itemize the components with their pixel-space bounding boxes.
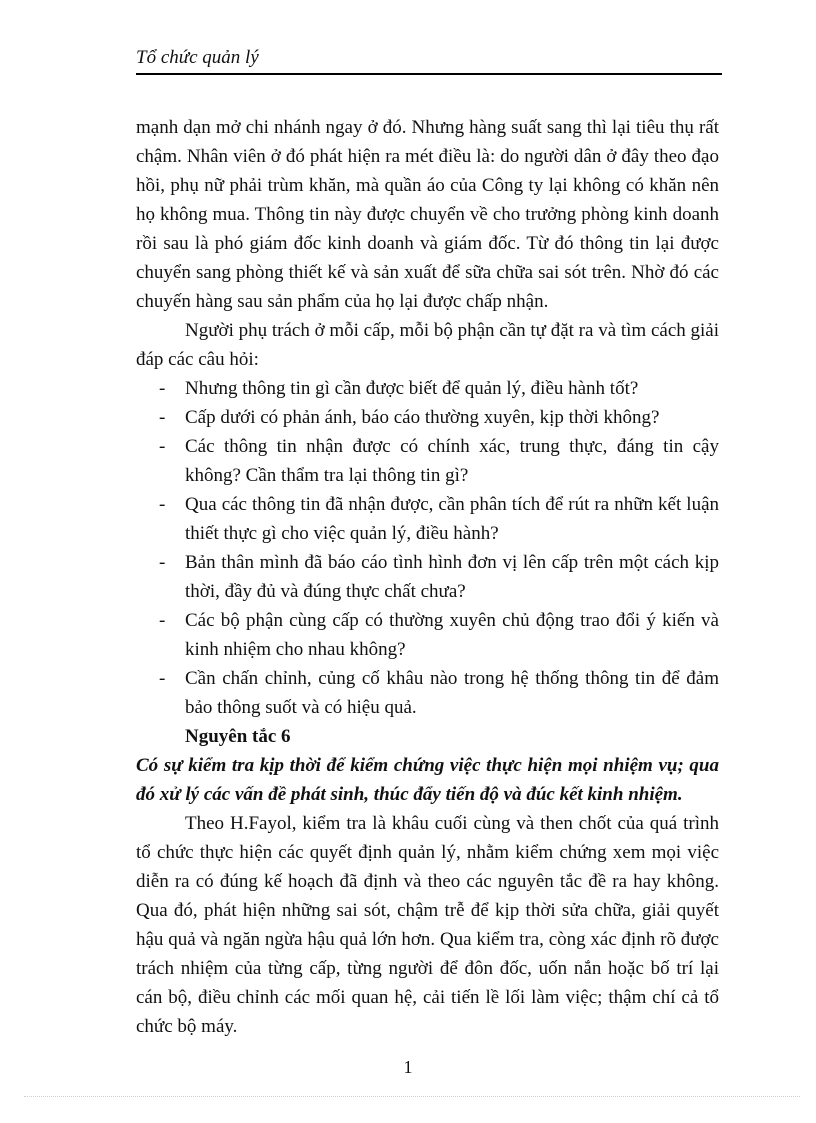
list-item-text: Cấp dưới có phản ánh, báo cáo thường xuyên, kịp thời không? xyxy=(185,407,660,428)
principle-statement: Có sự kiểm tra kịp thời để kiểm chứng việc thực hiện mọi nhiệm vụ; qua đó xử lý các vấn đề phát sinh, thúc đẩy tiến độ và đúc kết kinh nhiệm. xyxy=(136,755,719,805)
list-item-text: Các bộ phận cùng cấp có thường xuyên chủ động trao đổi ý kiến và kinh nhiệm cho nhau không? xyxy=(185,610,719,660)
dash-bullet: - xyxy=(159,436,166,457)
dash-bullet: - xyxy=(159,494,166,515)
list-item xyxy=(136,403,719,432)
list-item xyxy=(136,548,719,606)
dash-bullet: - xyxy=(159,407,166,428)
paragraph-questions-lead: Người phụ trách ở mỗi cấp, mỗi bộ phận cần tự đặt ra và tìm cách giải đáp các câu hỏi: xyxy=(136,320,720,370)
list-item-text: Các thông tin nhận được có chính xác, trung thực, đáng tin cậy không? Cần thẩm tra lại thông tin gì? xyxy=(185,436,719,486)
list-item xyxy=(136,432,719,490)
list-item xyxy=(136,606,719,664)
paragraph-fayol: Theo H.Fayol, kiểm tra là khâu cuối cùng và then chốt của quá trình tổ chức thực hiện các quyết định quản lý, nhằm kiểm chứng xem mọi việc diễn ra có đúng kế hoạch đã định và theo các nguyên tắc đề ra hay không. Qua đó, phát hiện những sai sót, chậm trễ để kịp thời sửa chữa, giải quyết hậu quả và ngăn ngừa hậu quả lớn hơn. Qua kiểm tra, còng xác định rõ được trách nhiệm của từng cấp, từng người để đôn đốc, uốn nắn hoặc bố trí lại cán bộ, điều chỉnh các mối quan hệ, cải tiến lề lối làm việc; thậm chí cả tổ chức bộ máy. xyxy=(136,813,719,1037)
list-item-text: Bản thân mình đã báo cáo tình hình đơn vị lên cấp trên một cách kịp thời, đầy đủ và đúng thực chất chưa? xyxy=(185,552,719,602)
list-item-text: Cần chấn chỉnh, củng cố khâu nào trong hệ thống thông tin để đảm bảo thông suốt và có hiệu quả. xyxy=(185,668,719,718)
question-list xyxy=(136,374,719,722)
page-number: 1 xyxy=(403,1057,413,1077)
dash-bullet: - xyxy=(159,610,166,631)
dash-bullet: - xyxy=(159,552,166,573)
list-item xyxy=(136,374,719,403)
document-body xyxy=(136,113,719,1041)
list-item xyxy=(136,664,719,722)
dash-bullet: - xyxy=(159,668,166,689)
dash-bullet: - xyxy=(159,378,166,399)
list-item xyxy=(136,490,719,548)
page-bottom-divider xyxy=(24,1096,800,1097)
list-item-text: Nhưng thông tin gì cần được biết để quản lý, điều hành tốt? xyxy=(185,378,639,399)
principle-heading: Nguyên tắc 6 xyxy=(185,726,291,747)
paragraph-intro: mạnh dạn mở chi nhánh ngay ở đó. Nhưng hàng suất sang thì lại tiêu thụ rất chậm. Nhân viên ở đó phát hiện ra mét điều là: do người dân ở đây theo đạo hồi, phụ nữ phải trùm khăn, mà quần áo của Công ty lại không có khăn nên họ không mua. Thông tin này được chuyển về cho trưởng phòng kinh doanh rồi sau là phó giám đốc kinh doanh và giám đốc. Từ đó thông tin lại được chuyển sang phòng thiết kế và sản xuất để sữa chữa sai sót trên. Nhờ đó các chuyến hàng sau sản phẩm của họ lại được chấp nhận. xyxy=(136,117,719,312)
list-item-text: Qua các thông tin đã nhận được, cần phân tích để rút ra nhữn kết luận thiết thực gì cho việc quản lý, điều hành? xyxy=(185,494,719,544)
page-header-title: Tổ chức quản lý xyxy=(136,46,722,75)
